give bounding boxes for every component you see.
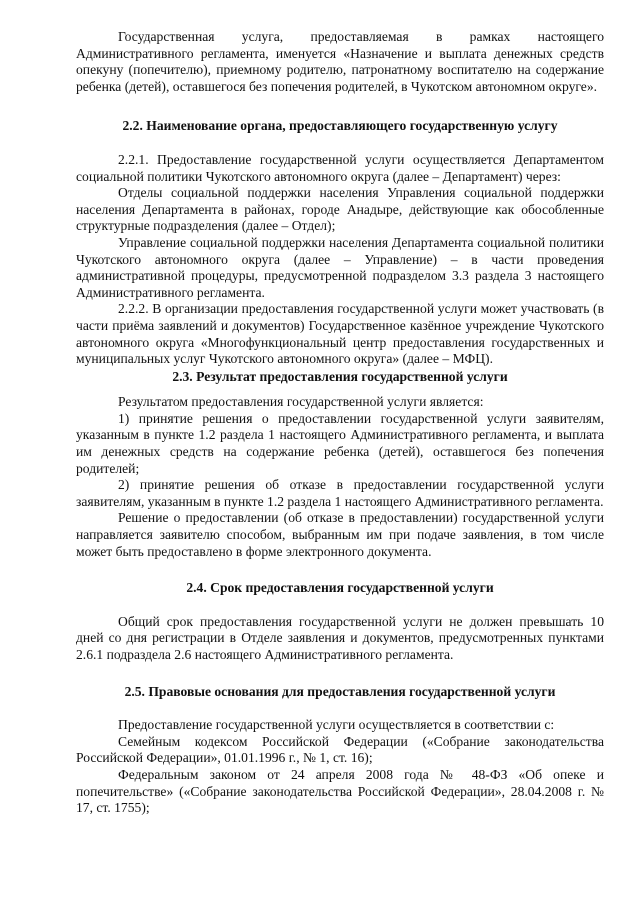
section-2-3-paragraph-1: Результатом предоставления государственной услуги является: <box>118 394 484 410</box>
section-2-2-paragraph-4: 2.2.2. В организации предоставления государственной услуги может участвовать (в части приёма заявлений и документов) Государственное казённое учреждение Чукотского автономного округа «Многофункциональный центр предоставления государственных и муниципальных услуг Чукотского автономного округа» (далее – МФЦ). <box>76 301 604 367</box>
document-page <box>76 29 604 817</box>
section-2-2-paragraph-1: 2.2.1. Предоставление государственной услуги осуществляется Департаментом социальной политики Чукотского автономного округа (далее – Департамент) через: <box>76 151 604 184</box>
section-2-3-heading: 2.3. Результат предоставления государственной услуги <box>172 368 508 384</box>
section-2-3-paragraph-4: Решение о предоставлении (об отказе в предоставлении) государственной услуги направляется заявителю способом, выбранным им при подаче заявления, в том числе может быть предоставлено в форме электронного документа. <box>76 510 604 559</box>
section-2-4-heading: 2.4. Срок предоставления государственной услуги <box>186 580 494 596</box>
section-2-3-paragraph-3: 2) принятие решения об отказе в предоставлении государственной услуги заявителям, указанным в пункте 1.2 раздела 1 настоящего Административного регламента. <box>76 477 604 509</box>
section-2-5-paragraph-1: Предоставление государственной услуги осуществляется в соответствии с: <box>118 717 555 733</box>
intro-paragraph: Государственная услуга, предоставляемая в рамках настоящего Административного регламента, именуется «Назначение и выплата денежных средств опекуну (попечителю), приемному родителю, патронатному воспитателю на содержание ребенка (детей), оставшегося без попечения родителей, в Чукотском автономном округе». <box>76 29 604 94</box>
section-2-5-paragraph-3: Федеральным законом от 24 апреля 2008 года № 48-ФЗ «Об опеке и попечительстве» («Собрание законодательства Российской Федерации», 28.04.2008 г. № 17, ст. 1755); <box>76 766 604 816</box>
section-2-3-paragraph-2: 1) принятие решения о предоставлении государственной услуги заявителям, указанным в пункте 1.2 раздела 1 настоящего Административного регламента, и выплата им денежных средств на содержание ребенка (детей), оставшегося без попечения родителей; <box>76 410 604 476</box>
section-2-5-heading: 2.5. Правовые основания для предоставления государственной услуги <box>124 683 556 699</box>
section-2-4-paragraph-1: Общий срок предоставления государственной услуги не должен превышать 10 дней со дня регистрации в Отделе заявления и документов, предусмотренных пунктами 2.6.1 подраздела 2.6 настоящего Административного регламента. <box>76 613 604 662</box>
section-2-2-paragraph-2: Отделы социальной поддержки населения Управления социальной поддержки населения Департамента в районах, городе Анадыре, действующие как обособленные структурные подразделения (далее – Отдел); <box>76 185 604 234</box>
section-2-2-paragraph-3: Управление социальной поддержки населения Департамента социальной политики Чукотского автономного округа (далее – Управление) – в части проведения административной процедуры, предусмотренной подразделом 3.3 раздела 3 настоящего Административного регламента. <box>76 234 604 300</box>
section-2-5-paragraph-2: Семейным кодексом Российской Федерации («Собрание законодательства Российской Федерации», 01.01.1996 г., № 1, ст. 16); <box>76 733 604 766</box>
section-2-2-heading: 2.2. Наименование органа, предоставляющего государственную услугу <box>122 118 558 134</box>
